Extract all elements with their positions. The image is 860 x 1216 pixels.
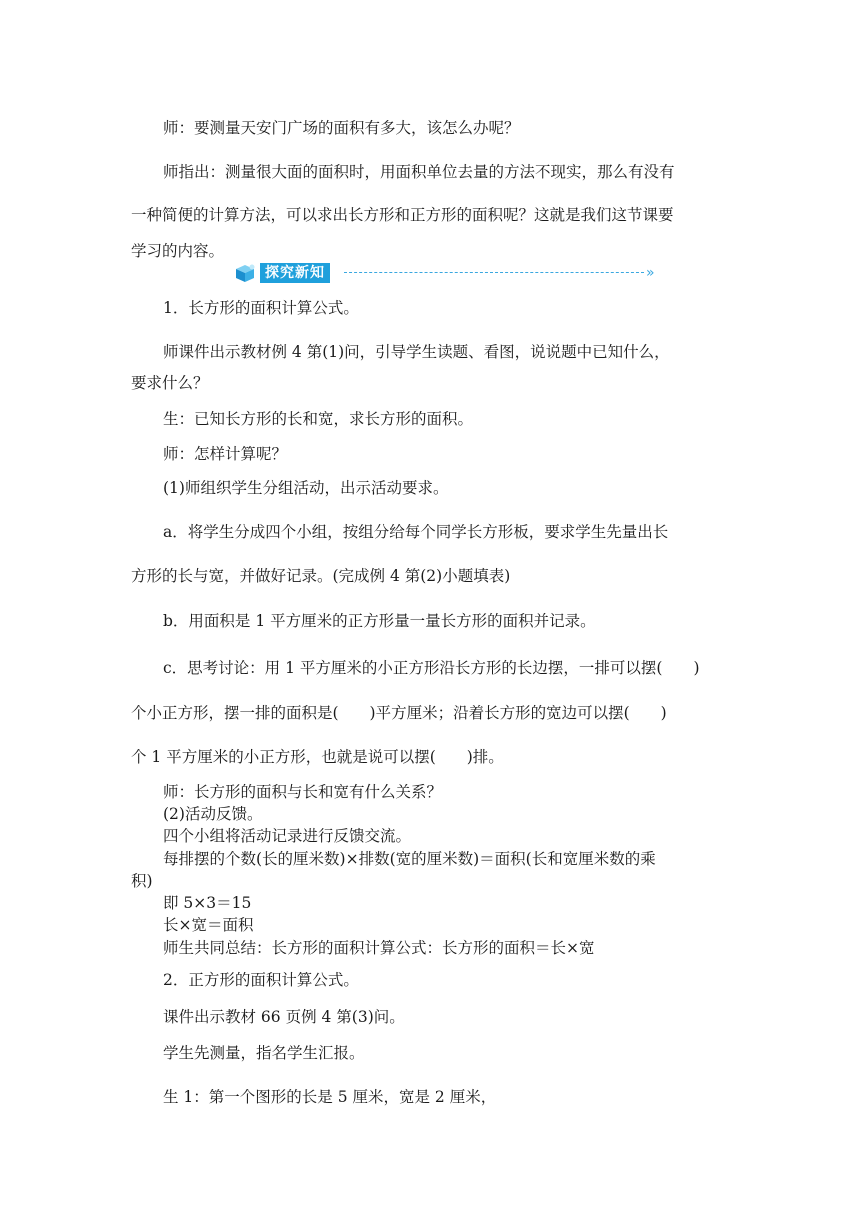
paragraph-line: 长×宽＝面积 <box>163 916 254 934</box>
paragraph-line: 师：长方形的面积与长和宽有什么关系？ <box>163 783 443 801</box>
paragraph-line: 四个小组将活动记录进行反馈交流。 <box>163 827 412 845</box>
paragraph-line: 方形的长与宽，并做好记录。(完成例 4 第(2)小题填表) <box>131 567 511 585</box>
paragraph-line: c．思考讨论：用 1 平方厘米的小正方形沿长方形的长边摆，一排可以摆( ) <box>163 659 700 677</box>
paragraph-line: 师指出：测量很大面的面积时，用面积单位去量的方法不现实，那么有没有 <box>163 163 675 181</box>
paragraph-line: (2)活动反馈。 <box>163 805 263 823</box>
section-banner <box>232 262 664 284</box>
paragraph-line: 要求什么？ <box>131 374 209 392</box>
paragraph-line: 师课件出示教材例 4 第(1)问，引导学生读题、看图，说说题中已知什么， <box>163 343 670 361</box>
paragraph-line: 学习的内容。 <box>131 242 225 260</box>
banner-dashed-line <box>344 272 644 273</box>
paragraph-line: 每排摆的个数(长的厘米数)×排数(宽的厘米数)＝面积(长和宽厘米数的乘 <box>163 850 656 868</box>
paragraph-line: 积) <box>131 872 153 890</box>
paragraph-line: 2．正方形的面积计算公式。 <box>163 971 359 989</box>
double-chevron-icon: » <box>646 265 655 281</box>
paragraph-line: 师：要测量天安门广场的面积有多大，该怎么办呢？ <box>163 119 520 137</box>
paragraph-line: 个 1 平方厘米的小正方形，也就是说可以摆( )排。 <box>131 748 504 766</box>
paragraph-line: 生 1：第一个图形的长是 5 厘米，宽是 2 厘米， <box>163 1088 497 1106</box>
paragraph-line: b．用面积是 1 平方厘米的正方形量一量长方形的面积并记录。 <box>163 612 596 630</box>
cube-icon <box>232 263 258 283</box>
paragraph-line: 1．长方形的面积计算公式。 <box>163 299 359 317</box>
paragraph-line: 学生先测量，指名学生汇报。 <box>163 1044 365 1062</box>
paragraph-line: 即 5×3＝15 <box>163 894 252 912</box>
paragraph-line: 个小正方形，摆一排的面积是( )平方厘米；沿着长方形的宽边可以摆( ) <box>131 704 667 722</box>
paragraph-line: 师：怎样计算呢？ <box>163 445 288 463</box>
paragraph-line: a．将学生分成四个小组，按组分给每个同学长方形板，要求学生先量出长 <box>163 523 669 541</box>
paragraph-line: (1)师组织学生分组活动，出示活动要求。 <box>163 479 449 497</box>
paragraph-line: 课件出示教材 66 页例 4 第(3)问。 <box>163 1008 405 1026</box>
paragraph-line: 生：已知长方形的长和宽，求长方形的面积。 <box>163 410 474 428</box>
banner-title: 探究新知 <box>260 263 330 283</box>
paragraph-line: 师生共同总结：长方形的面积计算公式：长方形的面积＝长×宽 <box>163 939 595 957</box>
paragraph-line: 一种简便的计算方法，可以求出长方形和正方形的面积呢？这就是我们这节课要 <box>131 206 674 224</box>
